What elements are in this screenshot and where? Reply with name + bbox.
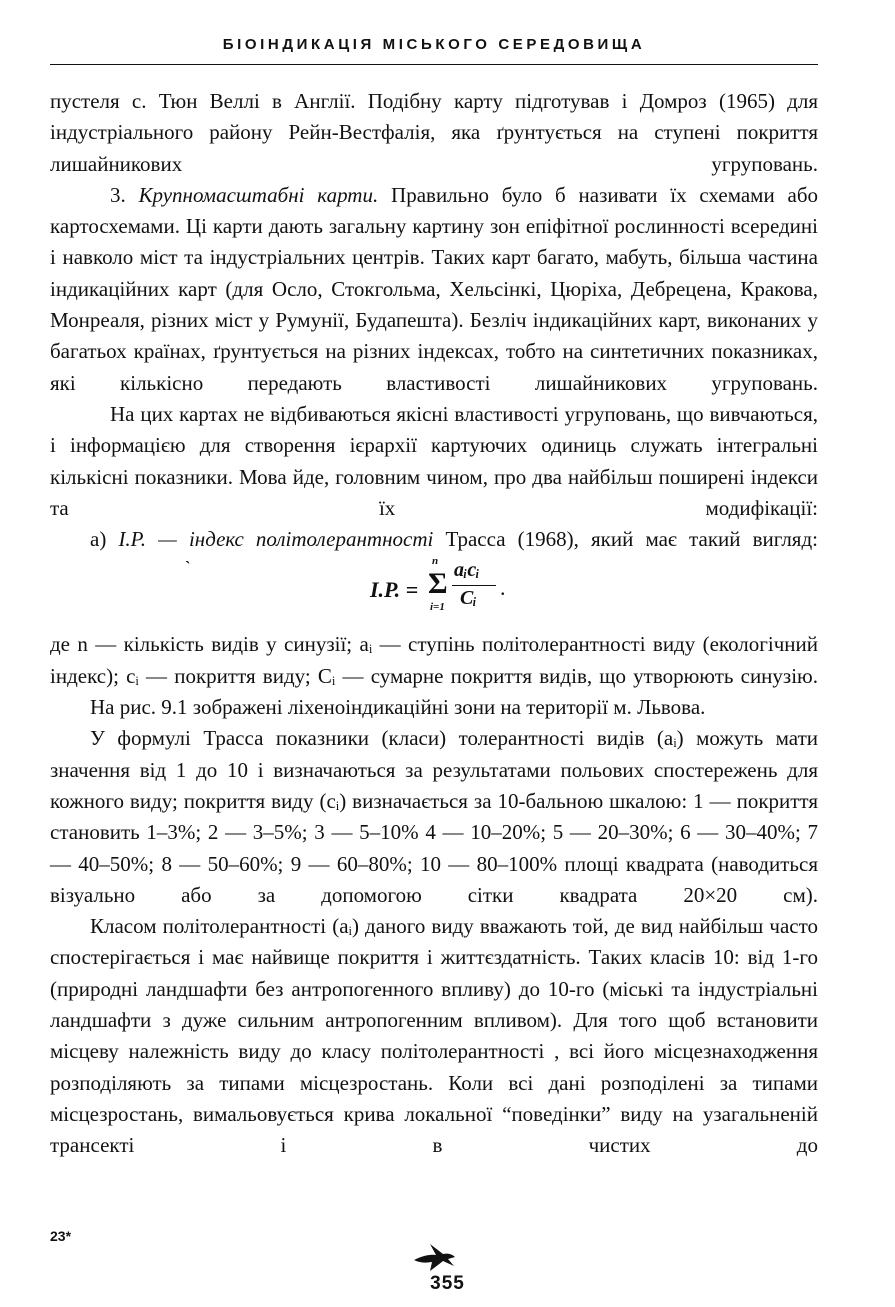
paragraph-6: На рис. 9.1 зображені ліхеноіндикаційні зони на території м. Львова.: [90, 695, 706, 720]
fraction-numerator: aᵢcᵢ: [454, 559, 480, 582]
formula-ip: [50, 547, 818, 625]
formula-lhs: I.P. =: [370, 577, 419, 603]
running-header: БІОІНДИКАЦІЯ МІСЬКОГО СЕРЕДОВИЩА: [222, 36, 646, 53]
fraction-denominator: Cᵢ: [460, 587, 477, 610]
paragraph-8: Класом політолерантності (aᵢ) даного виду вважають той, де вид найбільш часто спостерігається і має найвище покриття і життєздатність. Таких класів 10: від 1-го (природні ландшафти без антропогенного впливу) до 10-го (міські та індустріальні ландшафти з дуже сильним антропогенним впливом). Для того щоб встановити місцеву належність виду до класу політолерантності , всі його місцезнаходження розподіляють за типами місцезростань. Коли всі дані розподілені за типами місцезростань, вимальовується крива локальної “поведінки” виду на узагальненій трансекті і в чистих до: [50, 914, 818, 1158]
stray-mark: ˎ: [185, 547, 191, 565]
formula-period: .: [500, 575, 506, 601]
bird-icon: [410, 1240, 458, 1274]
paragraph-4: [50, 524, 818, 555]
list-number: 3.: [110, 182, 139, 207]
list-letter: а): [90, 527, 119, 552]
paragraph-7: У формулі Трасса показники (класи) толерантності видів (aᵢ) можуть мати значення від 1 до 10 і визначаються за результатами польових спостережень для кожного виду; покриття виду (cᵢ) визначається за 10-бальною шкалою: 1 — покриття становить 1–3%; 2 — 3–5%; 3 — 5–10% 4 — 10–20%; 5 — 20–30%; 6 — 30–40%; 7 — 40–50%; 8 — 50–60%; 9 — 60–80%; 10 — 80–100% площі квадрата (наводиться візуально або за допомогою сітки квадрата 20×20 см).: [50, 726, 818, 907]
page-number: 355: [430, 1273, 465, 1294]
signature-mark: 23*: [50, 1228, 72, 1244]
paragraph-2: [50, 180, 818, 399]
fraction-bar: [452, 585, 496, 586]
paragraph-5: де n — кількість видів у синузії; aᵢ — ступінь політолерантності виду (екологічний індекс); cᵢ — покриття виду; Cᵢ — сумарне покриття видів, що утворюють синузію.: [50, 632, 818, 688]
sum-upper-limit: n: [432, 555, 439, 568]
italic-term: I.P. — індекс політолерантності: [118, 527, 434, 552]
header-rule: [50, 64, 818, 65]
paragraph-3: На цих картах не відбиваються якісні властивості угруповань, що вивчаються, і інформацією для створення ієрархії картуючих одиниць служать інтегральні кількісні показники. Мова йде, головним чином, про два найбільш поширені індекси та їх модифікації:: [50, 401, 818, 520]
paragraph-4-text: Трасса (1968), який має такий вигляд:: [433, 527, 818, 552]
italic-term: Крупномасштабні карти.: [138, 182, 379, 207]
page-body: [50, 86, 818, 1162]
paragraph-2-text: Правильно було б називати їх схемами або картосхемами. Ці карти дають загальну картину зон епіфітної рослинності всередині і навколо міст та індустріальних центрів. Таких карт багато, мабуть, більша частина індикаційних карт (для Осло, Стокгольма, Хельсінкі, Цюріха, Дебрецена, Кракова, Монреаля, різних міст у Румунії, Будапешта). Безліч індикаційних карт, виконаних у багатьох країнах, ґрунтується на різних індексах, тобто на синтетичних показниках, які кількісно передають властивості лишайникових угруповань.: [50, 182, 819, 395]
paragraph-1: пустеля с. Тюн Веллі в Англії. Подібну карту підготував і Домроз (1965) для індустріального району Рейн-Вестфалія, яка ґрунтується на ступені покриття лишайникових угруповань.: [50, 89, 818, 176]
sum-lower-limit: i=1: [430, 601, 445, 614]
sum-symbol: Σ: [428, 567, 448, 601]
